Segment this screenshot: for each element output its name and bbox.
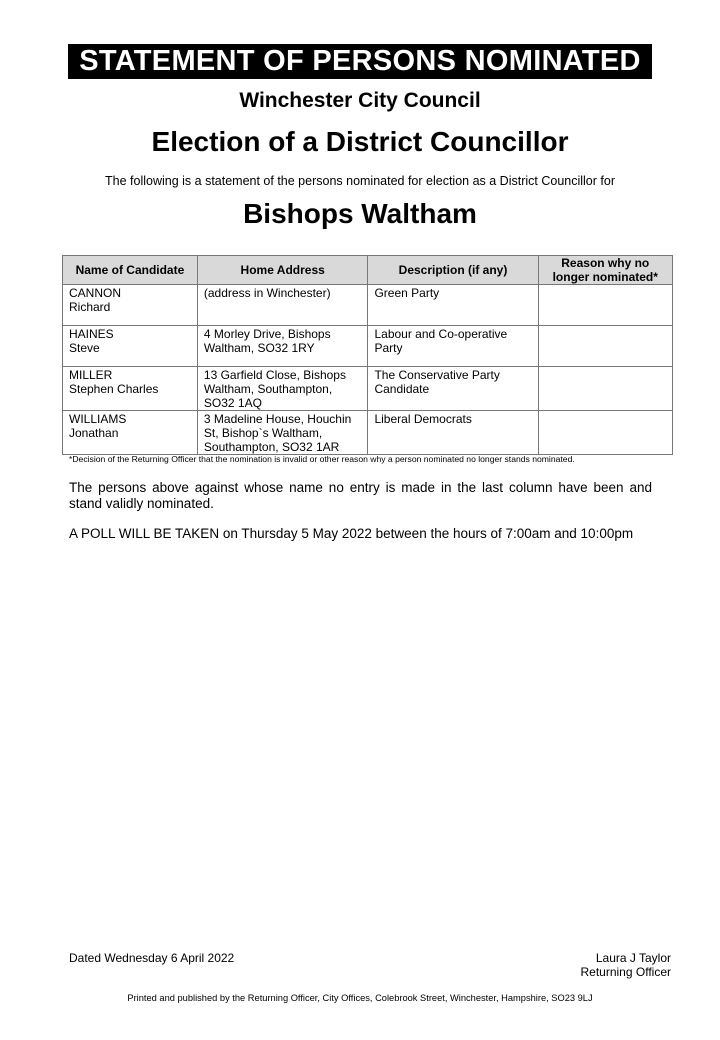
- signature-block: [581, 951, 672, 979]
- date-line: Dated Wednesday 6 April 2022: [69, 951, 235, 965]
- candidate-forenames: Steve: [69, 341, 100, 355]
- table-footnote: *Decision of the Returning Officer that the nomination is invalid or other reason why a person nominated no longer stands nominated.: [69, 454, 575, 464]
- election-title: Election of a District Councillor: [151, 126, 569, 157]
- candidate-surname: CANNON: [69, 286, 122, 300]
- candidate-address: 3 Madeline House, Houchin St, Bishop`s Waltham, Southampton, SO32 1AR: [197, 411, 368, 455]
- council-name: Winchester City Council: [239, 89, 481, 112]
- candidate-name-cell: [63, 411, 198, 455]
- officer-title: Returning Officer: [580, 965, 671, 979]
- table-row: [63, 285, 673, 326]
- candidate-surname: MILLER: [69, 368, 113, 382]
- candidate-forenames: Stephen Charles: [69, 382, 159, 396]
- candidate-reason: [538, 367, 672, 411]
- candidate-address: (address in Winchester): [197, 285, 368, 326]
- imprint-line: Printed and published by the Returning Officer, City Offices, Colebrook Street, Winchester, Hampshire, SO23 9LJ: [127, 993, 593, 1003]
- table-row: [63, 326, 673, 367]
- column-header-description: Description (if any): [368, 256, 538, 285]
- candidate-description: The Conservative Party Candidate: [368, 367, 538, 411]
- nominations-table: [62, 255, 673, 455]
- poll-notice: A POLL WILL BE TAKEN on Thursday 5 May 2022 between the hours of 7:00am and 10:00pm: [69, 526, 634, 541]
- candidate-name-cell: [63, 326, 198, 367]
- column-header-name: Name of Candidate: [63, 256, 198, 285]
- candidate-forenames: Richard: [69, 300, 111, 314]
- table-header-row: [63, 256, 673, 285]
- candidate-description: Labour and Co-operative Party: [368, 326, 538, 367]
- candidate-address: 13 Garfield Close, Bishops Waltham, Southampton, SO32 1AQ: [197, 367, 368, 411]
- table-row: [63, 411, 673, 455]
- candidate-surname: HAINES: [69, 327, 114, 341]
- intro-text: The following is a statement of the persons nominated for election as a District Councillor for: [105, 174, 615, 188]
- candidate-reason: [538, 411, 672, 455]
- column-header-address: Home Address: [197, 256, 368, 285]
- candidate-address: 4 Morley Drive, Bishops Waltham, SO32 1RY: [197, 326, 368, 367]
- candidate-name-cell: [63, 367, 198, 411]
- candidate-reason: [538, 285, 672, 326]
- candidate-forenames: Jonathan: [69, 426, 119, 440]
- candidate-reason: [538, 326, 672, 367]
- table-row: [63, 367, 673, 411]
- column-header-reason: Reason why no longer nominated*: [538, 256, 672, 285]
- candidate-description: Liberal Democrats: [368, 411, 538, 455]
- document-banner: STATEMENT OF PERSONS NOMINATED: [68, 44, 652, 79]
- candidate-description: Green Party: [368, 285, 538, 326]
- officer-name: Laura J Taylor: [595, 951, 671, 965]
- validity-statement: The persons above against whose name no entry is made in the last column have been and stand validly nominated.: [69, 480, 652, 511]
- ward-name: Bishops Waltham: [243, 198, 477, 229]
- candidate-name-cell: [63, 285, 198, 326]
- candidate-surname: WILLIAMS: [69, 412, 127, 426]
